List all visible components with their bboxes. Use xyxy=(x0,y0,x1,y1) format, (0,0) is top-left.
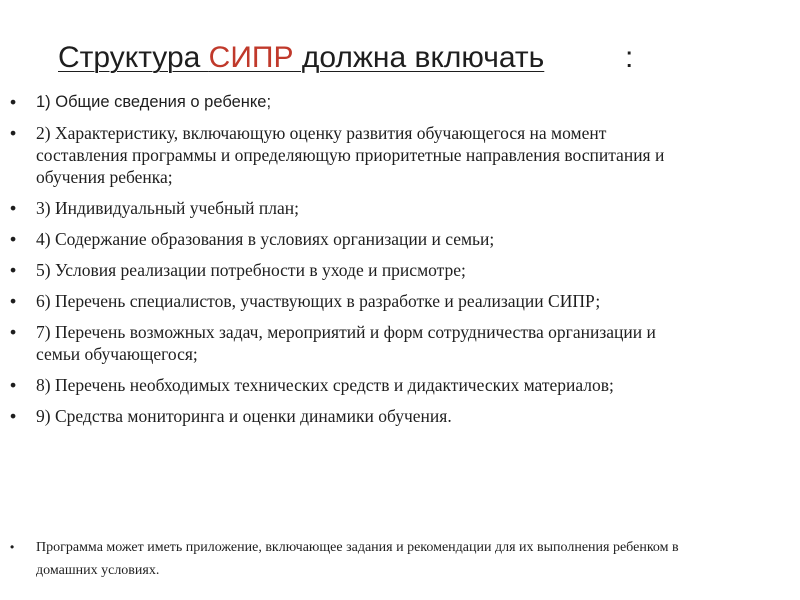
list-item xyxy=(10,122,790,188)
bullet-icon: • xyxy=(10,123,17,143)
footnote xyxy=(10,536,736,582)
list-item xyxy=(10,228,790,250)
title-accent-sipr: СИПР xyxy=(208,41,294,74)
title-colon: : xyxy=(625,41,634,74)
list-item-text: 6) Перечень специалистов, участвующих в разработке и реализации СИПР; xyxy=(36,291,601,311)
list-item xyxy=(10,259,790,281)
slide-title xyxy=(58,40,544,76)
bullet-icon: • xyxy=(10,406,17,426)
list-item-text: 9) Средства мониторинга и оценки динамики обучения. xyxy=(36,406,452,426)
list-item-text: 8) Перечень необходимых технических средств и дидактических материалов; xyxy=(36,375,614,395)
bullet-icon: • xyxy=(10,229,17,249)
footnote-text: Программа может иметь приложение, включающее задания и рекомендации для их выполнения ребенком в домашних условиях. xyxy=(36,540,679,578)
list-item-text: 3) Индивидуальный учебный план; xyxy=(36,198,299,218)
list-item-text: 7) Перечень возможных задач, мероприятий и форм сотрудничества организации и семьи обучающегося; xyxy=(36,322,656,364)
bullet-icon: • xyxy=(10,375,17,395)
list-item xyxy=(10,321,790,365)
list-item xyxy=(10,197,790,219)
list-item xyxy=(10,374,790,396)
content-list xyxy=(10,91,790,436)
bullet-icon: • xyxy=(10,260,17,280)
list-item xyxy=(10,405,790,427)
list-item-text: 1) Общие сведения о ребенке; xyxy=(36,93,272,111)
title-suffix: должна включать xyxy=(293,41,545,74)
list-item-text: 4) Содержание образования в условиях организации и семьи; xyxy=(36,229,495,249)
list-item-text: 5) Условия реализации потребности в уходе и присмотре; xyxy=(36,260,466,280)
list-item-text: 2) Характеристику, включающую оценку развития обучающегося на момент составления программы и определяющую приоритетные направления воспитания и обучения ребенка; xyxy=(36,123,665,187)
bullet-icon: • xyxy=(10,291,17,311)
bullet-icon: • xyxy=(10,322,17,342)
bullet-icon: • xyxy=(10,540,15,554)
list-item xyxy=(10,91,790,113)
bullet-icon: • xyxy=(10,198,17,218)
title-prefix: Структура xyxy=(58,41,209,74)
bullet-icon: • xyxy=(10,92,17,112)
list-item xyxy=(10,290,790,312)
